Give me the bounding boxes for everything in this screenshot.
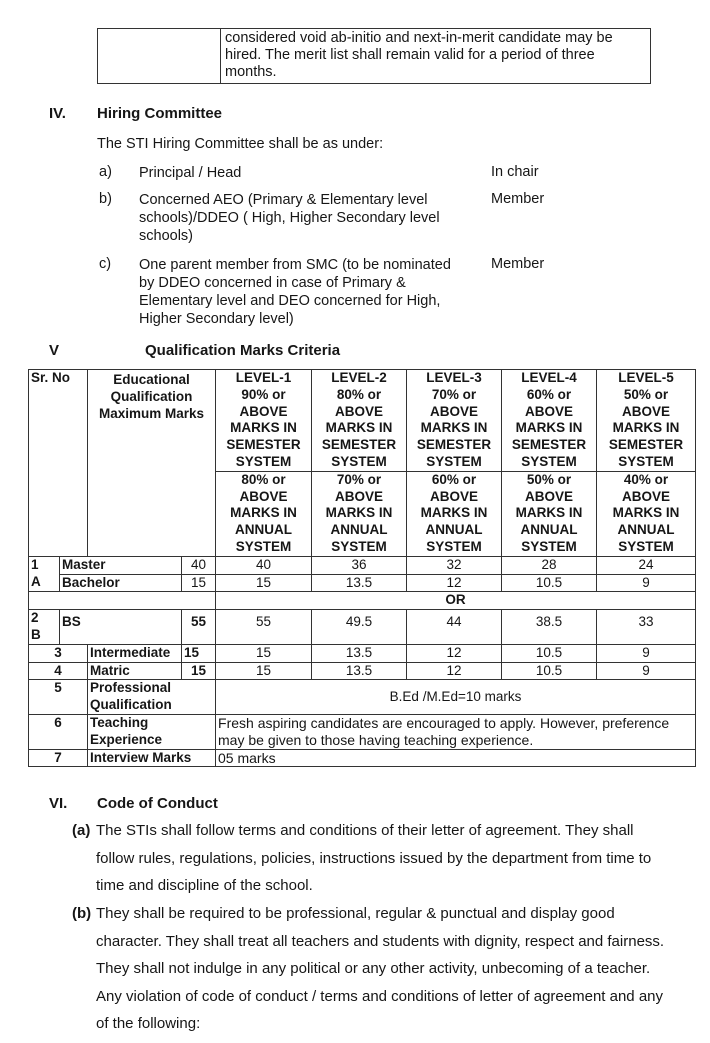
table-row	[29, 644, 696, 662]
level-value: 49.5	[312, 610, 407, 645]
level-value: 9	[597, 662, 696, 680]
section-6-number: VI.	[49, 795, 68, 812]
committee-item-role: In chair	[491, 164, 539, 180]
level-semester-criteria: 70% or ABOVE MARKS IN SEMESTER SYSTEM	[416, 386, 492, 469]
level-value: 9	[597, 574, 696, 592]
table-row	[29, 610, 696, 645]
level-value: 36	[312, 556, 407, 574]
sr-number: 3	[29, 644, 88, 662]
level-annual-criteria: 50% or ABOVE MARKS IN ANNUAL SYSTEM	[502, 471, 597, 556]
paragraph-label: (b)	[72, 905, 92, 922]
max-marks: 40	[182, 556, 216, 574]
max-marks: 15	[182, 644, 216, 662]
level-value: 40	[216, 556, 312, 574]
paragraph-text: They shall be required to be professional, regular & punctual and display good character. They shall treat all teachers and students with dignity, respect and fairness. They shall not indulge in any political or any other activity, unbecoming of a teacher. Any violation of code of conduct / terms and conditions of letter of agreement and any of the following:	[96, 905, 665, 1033]
or-divider: OR	[216, 592, 696, 610]
qualification-label: Interview Marks	[88, 749, 216, 767]
sr-number: 4	[29, 662, 88, 680]
level-name: LEVEL-2	[331, 370, 387, 385]
committee-item-role: Member	[491, 191, 545, 207]
level-annual-criteria: 60% or ABOVE MARKS IN ANNUAL SYSTEM	[407, 471, 502, 556]
max-marks: 15	[182, 574, 216, 592]
level-semester-criteria: 90% or ABOVE MARKS IN SEMESTER SYSTEM	[226, 386, 301, 469]
level-value: 13.5	[312, 574, 407, 592]
sr-letter: B	[31, 626, 41, 642]
level-value: 13.5	[312, 662, 407, 680]
max-marks: 15	[182, 662, 216, 680]
merit-list-table	[97, 28, 651, 84]
table-row	[29, 574, 696, 592]
sr-number: 5	[29, 680, 88, 715]
level-value: 15	[216, 644, 312, 662]
empty-cell	[29, 592, 216, 610]
level-value: 10.5	[502, 662, 597, 680]
table-row	[29, 662, 696, 680]
level-semester-criteria: 60% or ABOVE MARKS IN SEMESTER SYSTEM	[511, 386, 587, 469]
qualification-label: Teaching Experience	[88, 714, 216, 749]
section-4-title: Hiring Committee	[97, 105, 223, 122]
table-row	[29, 680, 696, 715]
committee-item-text: Principal / Head	[139, 165, 242, 181]
sr-number: 2	[31, 610, 39, 626]
table-row	[29, 749, 696, 767]
committee-intro: The STI Hiring Committee shall be as under:	[97, 136, 384, 152]
edu-qualification-header: Educational Qualification Maximum Marks	[88, 370, 216, 557]
sr-letter: A	[31, 573, 41, 589]
level-value: 15	[216, 574, 312, 592]
level-value: 12	[407, 644, 502, 662]
level-semester-criteria: 80% or ABOVE MARKS IN SEMESTER SYSTEM	[321, 386, 397, 469]
committee-item-letter: a)	[99, 164, 112, 180]
table-header-row	[29, 370, 696, 472]
sr-no-header: Sr. No	[29, 370, 88, 557]
level-header	[407, 370, 502, 472]
qualification-label: Master	[60, 556, 182, 574]
level-annual-criteria: 80% or ABOVE MARKS IN ANNUAL SYSTEM	[216, 471, 312, 556]
sr-number: 7	[29, 749, 88, 767]
qualification-label: Bachelor	[60, 574, 182, 592]
level-name: LEVEL-5	[618, 370, 674, 385]
committee-item-role: Member	[491, 256, 545, 272]
committee-item-letter: b)	[99, 191, 112, 207]
level-name: LEVEL-3	[426, 370, 482, 385]
sr-number: 6	[29, 714, 88, 749]
teaching-experience-value: Fresh aspiring candidates are encouraged to apply. However, preference may be given to those having teaching experience.	[216, 714, 696, 749]
level-value: 44	[407, 610, 502, 645]
level-value: 12	[407, 574, 502, 592]
committee-item-text: Concerned AEO (Primary & Elementary level schools)/DDEO ( High, Higher Secondary level schools)	[139, 192, 440, 244]
table-row	[29, 592, 696, 610]
empty-cell	[98, 29, 221, 84]
level-value: 10.5	[502, 574, 597, 592]
level-header	[597, 370, 696, 472]
sr-cell	[29, 556, 60, 592]
max-marks: 55	[182, 610, 216, 645]
level-semester-criteria: 50% or ABOVE MARKS IN SEMESTER SYSTEM	[608, 386, 684, 469]
level-value: 28	[502, 556, 597, 574]
section-4-number: IV.	[49, 105, 66, 122]
level-value: 55	[216, 610, 312, 645]
level-name: LEVEL-1	[235, 370, 292, 385]
committee-item-letter: c)	[99, 256, 112, 272]
level-name: LEVEL-4	[521, 370, 577, 385]
table-row	[29, 714, 696, 749]
level-value: 10.5	[502, 644, 597, 662]
section-5-title: Qualification Marks Criteria	[145, 342, 341, 359]
qualification-label: Intermediate	[88, 644, 182, 662]
qualification-label: Matric	[88, 662, 182, 680]
level-value: 15	[216, 662, 312, 680]
level-value: 9	[597, 644, 696, 662]
interview-marks-value: 05 marks	[216, 749, 696, 767]
qualification-label: BS	[60, 610, 182, 645]
conduct-paragraph-b	[72, 900, 666, 1038]
sr-cell	[29, 610, 60, 645]
level-value: 12	[407, 662, 502, 680]
qualification-marks-table	[28, 369, 696, 767]
merit-list-note: considered void ab-initio and next-in-merit candidate may be hired. The merit list shall remain valid for a period of three months.	[221, 29, 651, 84]
level-annual-criteria: 40% or ABOVE MARKS IN ANNUAL SYSTEM	[597, 471, 696, 556]
section-6-title: Code of Conduct	[97, 795, 218, 812]
level-value: 13.5	[312, 644, 407, 662]
conduct-paragraph-a	[72, 817, 666, 900]
level-header	[216, 370, 312, 472]
level-header	[502, 370, 597, 472]
table-row	[29, 556, 696, 574]
qualification-label: Professional Qualification	[88, 680, 216, 715]
table-row	[98, 29, 651, 84]
level-value: 38.5	[502, 610, 597, 645]
level-value: 33	[597, 610, 696, 645]
paragraph-label: (a)	[72, 822, 91, 839]
sr-number: 1	[31, 556, 39, 572]
paragraph-text: The STIs shall follow terms and conditions of their letter of agreement. They shall follow rules, regulations, policies, instructions issued by the department from time to time and discipline of the school.	[96, 822, 652, 895]
level-header	[312, 370, 407, 472]
committee-item-text: One parent member from SMC (to be nominated by DDEO concerned in case of Primary & Elementary level and DEO concerned for High, Higher Secondary level)	[139, 257, 451, 327]
professional-qualification-value: B.Ed /M.Ed=10 marks	[216, 680, 696, 715]
section-5-number: V	[49, 342, 60, 359]
level-value: 32	[407, 556, 502, 574]
level-annual-criteria: 70% or ABOVE MARKS IN ANNUAL SYSTEM	[312, 471, 407, 556]
level-value: 24	[597, 556, 696, 574]
